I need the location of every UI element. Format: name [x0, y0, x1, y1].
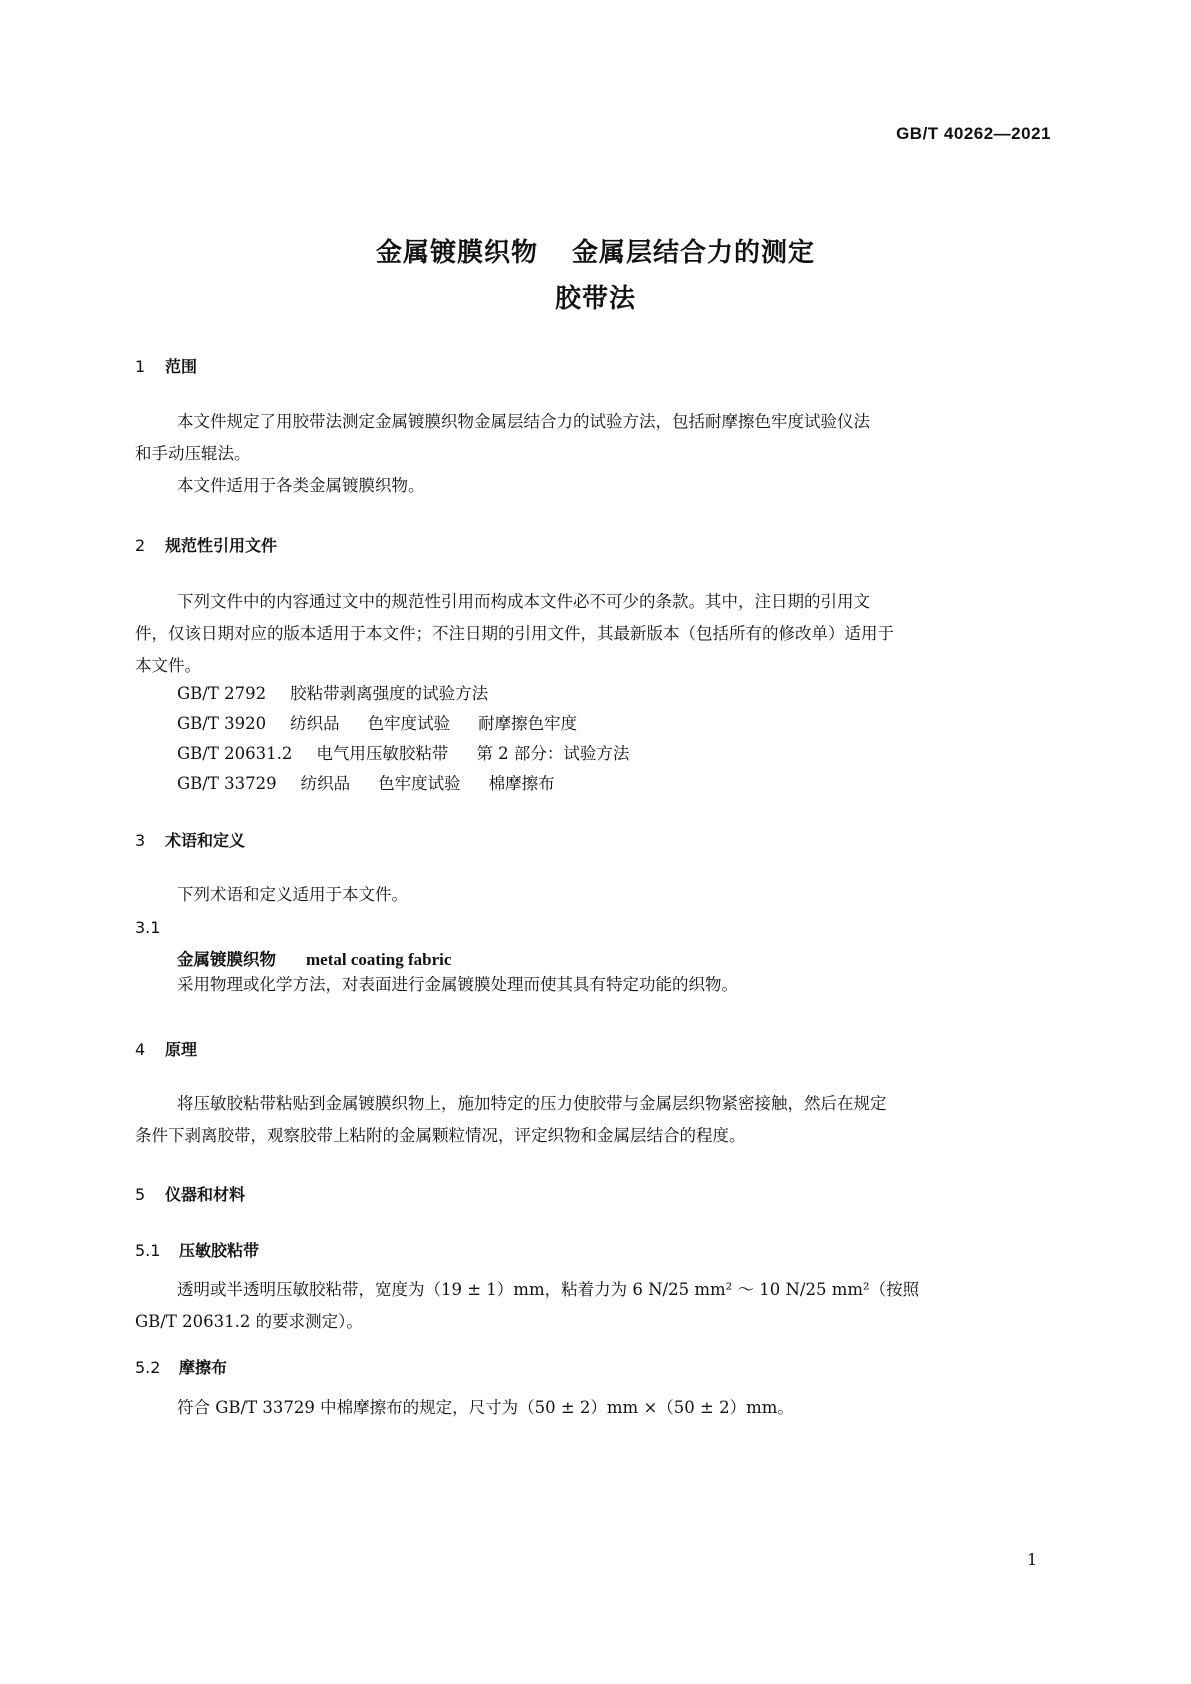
subsection-title: 压敏胶粘带 [179, 1241, 260, 1260]
section-number: 4 [135, 1040, 146, 1059]
normative-reference: GB/T 2792 胶粘带剥离强度的试验方法 [177, 684, 489, 703]
section-3-intro: 下列术语和定义适用于本文件。 [177, 885, 408, 904]
normative-reference: GB/T 20631.2 电气用压敏胶粘带 第 2 部分：试验方法 [177, 744, 630, 763]
document-title-line1 [0, 232, 1191, 269]
section-title: 范围 [165, 357, 198, 376]
section-5-heading [135, 1182, 245, 1205]
section-number: 3 [135, 831, 146, 850]
subsection-title: 摩擦布 [179, 1358, 228, 1377]
title-part1: 金属镀膜织物 [375, 238, 538, 268]
normative-reference: GB/T 3920 纺织品 色牢度试验 耐摩擦色牢度 [177, 714, 578, 733]
section-4-paragraph: 将压敏胶粘带粘贴到金属镀膜织物上，施加特定的压力使胶带与金属层织物紧密接触，然后在规定 条件下剥离胶带，观察胶带上粘附的金属颗粒情况，评定织物和金属层结合的程度。 [135, 1094, 887, 1145]
subsection-5-2-heading [135, 1355, 227, 1378]
section-number: 5 [135, 1185, 146, 1204]
title-part2: 金属层结合力的测定 [572, 238, 816, 268]
subsection-5-1-paragraph: 透明或半透明压敏胶粘带，宽度为（19 ± 1）mm，粘着力为 6 N/25 mm² ～ 10 N/25 mm²（按照 GB/T 20631.2 的要求测定）。 [135, 1280, 920, 1331]
page-number: 1 [1027, 1550, 1038, 1569]
term-number: 3.1 [135, 918, 161, 937]
subsection-5-2-paragraph: 符合 GB/T 33729 中棉摩擦布的规定，尺寸为（50 ± 2）mm ×（50 ± 2）mm。 [177, 1398, 794, 1417]
subsection-5-1-heading [135, 1238, 259, 1261]
section-title: 原理 [165, 1040, 198, 1059]
section-title: 规范性引用文件 [165, 536, 278, 555]
subsection-number: 5.2 [135, 1358, 161, 1377]
section-4-heading [135, 1037, 197, 1060]
term-definition: 采用物理或化学方法，对表面进行金属镀膜处理而使其具有特定功能的织物。 [177, 975, 738, 994]
section-1-paragraph-1: 本文件规定了用胶带法测定金属镀膜织物金属层结合力的试验方法，包括耐摩擦色牢度试验仪法 和手动压辊法。 [135, 412, 870, 463]
standard-number: GB/T 40262—2021 [896, 124, 1051, 143]
subsection-number: 5.1 [135, 1241, 161, 1260]
document-title-line2: 胶带法 [554, 284, 636, 314]
normative-reference: GB/T 33729 纺织品 色牢度试验 棉摩擦布 [177, 774, 555, 793]
section-1-paragraph-2: 本文件适用于各类金属镀膜织物。 [177, 476, 425, 495]
section-1-heading [135, 354, 197, 377]
section-2-paragraph-1: 下列文件中的内容通过文中的规范性引用而构成本文件必不可少的条款。其中，注日期的引用文 件，仅该日期对应的版本适用于本文件；不注日期的引用文件，其最新版本（包括所有的修改单）适用于 本文件。 [135, 592, 894, 675]
section-title: 仪器和材料 [165, 1185, 246, 1204]
term-english: metal coating fabric [306, 950, 452, 969]
section-number: 2 [135, 536, 146, 555]
section-2-heading [135, 533, 277, 556]
section-3-heading [135, 828, 245, 851]
term-entry [177, 946, 451, 970]
term-chinese: 金属镀膜织物 [177, 950, 276, 969]
section-title: 术语和定义 [165, 831, 246, 850]
section-number: 1 [135, 357, 146, 376]
